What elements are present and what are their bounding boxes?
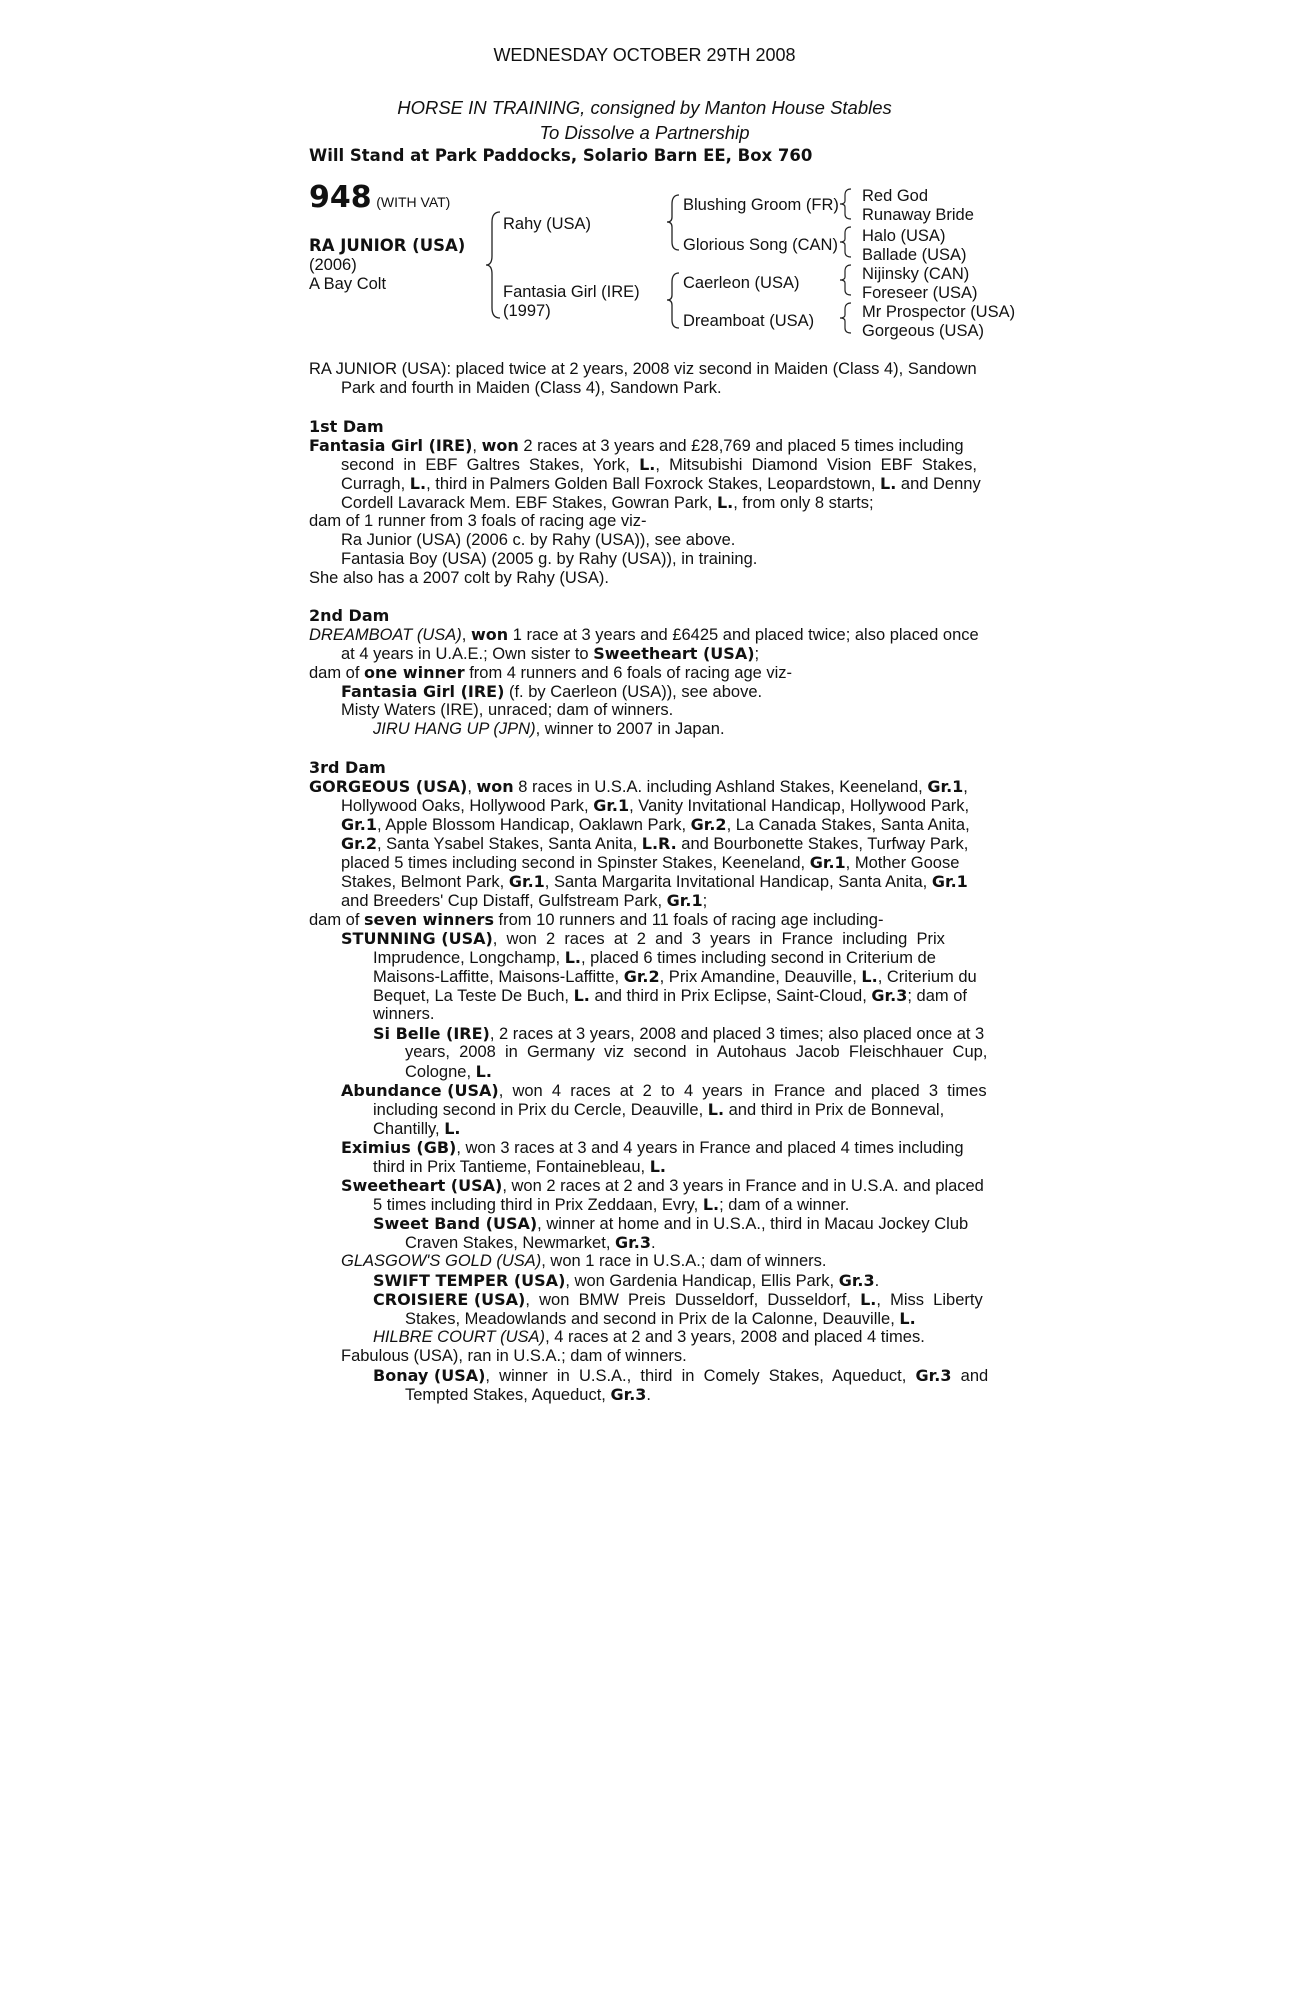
ggp-8: Gorgeous (USA) [862, 322, 984, 340]
third-dam-line: SWIFT TEMPER (USA), won Gardenia Handicap, Ellis Park, Gr.3. [373, 1271, 880, 1290]
dam: Fantasia Girl (IRE) [503, 283, 640, 301]
third-dam-line: Eximius (GB), won 3 races at 3 and 4 years in France and placed 4 times including [341, 1138, 964, 1157]
third-dam-line: STUNNING (USA), won 2 races at 2 and 3 years in France including Prix [341, 929, 945, 948]
third-dam-line: years, 2008 in Germany viz second in Autohaus Jacob Fleischhauer Cup, [405, 1043, 988, 1061]
second-dam-line: dam of one winner from 4 runners and 6 foals of racing age viz- [309, 663, 793, 682]
third-dam-line: dam of seven winners from 10 runners and 11 foals of racing age including- [309, 910, 884, 929]
location-line: Will Stand at Park Paddocks, Solario Barn EE, Box 760 [309, 146, 813, 165]
second-dam-line: Misty Waters (IRE), unraced; dam of winners. [341, 701, 674, 719]
third-dam-line: Craven Stakes, Newmarket, Gr.3. [405, 1233, 656, 1252]
consignment-line: HORSE IN TRAINING, consigned by Manton House Stables [397, 97, 892, 118]
sire-dam: Glorious Song (CAN) [683, 236, 838, 254]
third-dam-line: Bequet, La Teste De Buch, L. and third in Prix Eclipse, Saint-Cloud, Gr.3; dam of [373, 986, 967, 1005]
sire-sire: Blushing Groom (FR) [683, 196, 839, 214]
summary-line-2: Park and fourth in Maiden (Class 4), Sandown Park. [341, 379, 722, 397]
first-dam-line: Curragh, L., third in Palmers Golden Ball Foxrock Stakes, Leopardstown, L. and Denny [341, 474, 981, 493]
second-dam-line: DREAMBOAT (USA), won 1 race at 3 years and £6425 and placed twice; also placed once [309, 625, 979, 644]
second-dam-line: Fantasia Girl (IRE) (f. by Caerleon (USA)), see above. [341, 682, 763, 701]
first-dam-line: Fantasia Boy (USA) (2005 g. by Rahy (USA)), in training. [341, 550, 758, 568]
ggp-4: Ballade (USA) [862, 246, 967, 264]
horse-year: (2006) [309, 256, 357, 274]
first-dam-line: Fantasia Girl (IRE), won 2 races at 3 years and £28,769 and placed 5 times including [309, 436, 964, 455]
third-dam-line: Bonay (USA), winner in U.S.A., third in Comely Stakes, Aqueduct, Gr.3 and [373, 1366, 989, 1385]
ggp-5: Nijinsky (CAN) [862, 265, 970, 283]
ggp-3: Halo (USA) [862, 227, 946, 245]
lot-number: 948 [309, 180, 372, 215]
third-dam-heading: 3rd Dam [309, 758, 386, 777]
third-dam-line: CROISIERE (USA), won BMW Preis Dusseldorf, Dusseldorf, L., Miss Liberty [373, 1290, 983, 1309]
third-dam-line: GLASGOW'S GOLD (USA), won 1 race in U.S.A.; dam of winners. [341, 1252, 827, 1270]
third-dam-line: Sweet Band (USA), winner at home and in U.S.A., third in Macau Jockey Club [373, 1214, 969, 1233]
first-dam-line: second in EBF Galtres Stakes, York, L., Mitsubishi Diamond Vision EBF Stakes, [341, 455, 977, 474]
first-dam-line: She also has a 2007 colt by Rahy (USA). [309, 569, 609, 587]
sale-date: WEDNESDAY OCTOBER 29TH 2008 [493, 45, 796, 65]
third-dam-line: Cologne, L. [405, 1062, 492, 1081]
third-dam-line: and Breeders' Cup Distaff, Gulfstream Park, Gr.1; [341, 891, 708, 910]
third-dam-line: Sweetheart (USA), won 2 races at 2 and 3 years in France and in U.S.A. and placed [341, 1176, 984, 1195]
first-dam-line: dam of 1 runner from 3 foals of racing age viz- [309, 512, 647, 530]
ggp-6: Foreseer (USA) [862, 284, 978, 302]
third-dam-line: Hollywood Oaks, Hollywood Park, Gr.1, Vanity Invitational Handicap, Hollywood Park, [341, 796, 970, 815]
third-dam-line: third in Prix Tantieme, Fontainebleau, L. [373, 1157, 666, 1176]
third-dam-line: winners. [373, 1005, 435, 1023]
third-dam-line: Gr.1, Apple Blossom Handicap, Oaklawn Park, Gr.2, La Canada Stakes, Santa Anita, [341, 815, 970, 834]
third-dam-line: HILBRE COURT (USA), 4 races at 2 and 3 years, 2008 and placed 4 times. [373, 1328, 925, 1346]
first-dam-line: Cordell Lavarack Mem. EBF Stakes, Gowran Park, L., from only 8 starts; [341, 493, 874, 512]
third-dam-line: 5 times including third in Prix Zeddaan, Evry, L.; dam of a winner. [373, 1195, 850, 1214]
dam-sire: Caerleon (USA) [683, 274, 800, 292]
second-dam-line: JIRU HANG UP (JPN), winner to 2007 in Japan. [373, 720, 725, 738]
second-dam-line: at 4 years in U.A.E.; Own sister to Sweetheart (USA); [341, 644, 760, 663]
second-dam-heading: 2nd Dam [309, 606, 390, 625]
third-dam-line: Maisons-Laffitte, Maisons-Laffitte, Gr.2, Prix Amandine, Deauville, L., Criterium du [373, 967, 977, 986]
third-dam-line: Abundance (USA), won 4 races at 2 to 4 years in France and placed 3 times [341, 1081, 987, 1100]
third-dam-line: including second in Prix du Cercle, Deauville, L. and third in Prix de Bonneval, [373, 1100, 945, 1119]
third-dam-line: Gr.2, Santa Ysabel Stakes, Santa Anita, L.R. and Bourbonette Stakes, Turfway Park, [341, 834, 969, 853]
dam-year: (1997) [503, 302, 551, 320]
dam-dam: Dreamboat (USA) [683, 312, 815, 330]
ggp-1: Red God [862, 187, 929, 205]
horse-name: RA JUNIOR (USA) [309, 236, 466, 255]
third-dam-line: Tempted Stakes, Aqueduct, Gr.3. [405, 1385, 652, 1404]
pedigree-brace-sire [665, 192, 685, 254]
pedigree-brace-dam [665, 270, 685, 332]
pedigree-braces-ggp [838, 186, 856, 346]
horse-description: A Bay Colt [309, 275, 387, 293]
third-dam-line: Imprudence, Longchamp, L., placed 6 times including second in Criterium de [373, 948, 936, 967]
third-dam-line: placed 5 times including second in Spinster Stakes, Keeneland, Gr.1, Mother Goose [341, 853, 960, 872]
third-dam-line: GORGEOUS (USA), won 8 races in U.S.A. including Ashland Stakes, Keeneland, Gr.1, [309, 777, 968, 796]
ggp-7: Mr Prospector (USA) [862, 303, 1016, 321]
lot-heading [309, 180, 451, 215]
vat-note: (WITH VAT) [376, 194, 451, 210]
summary-line-1: RA JUNIOR (USA): placed twice at 2 years, 2008 viz second in Maiden (Class 4), Sandown [309, 360, 977, 378]
third-dam-line: Fabulous (USA), ran in U.S.A.; dam of winners. [341, 1347, 687, 1365]
ggp-2: Runaway Bride [862, 206, 974, 224]
sire: Rahy (USA) [503, 215, 592, 233]
third-dam-line: Si Belle (IRE), 2 races at 3 years, 2008 and placed 3 times; also placed once at 3 [373, 1024, 985, 1043]
first-dam-heading: 1st Dam [309, 417, 384, 436]
third-dam-line: Chantilly, L. [373, 1119, 461, 1138]
third-dam-line: Stakes, Belmont Park, Gr.1, Santa Margarita Invitational Handicap, Santa Anita, Gr.1 [341, 872, 968, 891]
first-dam-line: Ra Junior (USA) (2006 c. by Rahy (USA)), see above. [341, 531, 736, 549]
reason-line: To Dissolve a Partnership [539, 122, 750, 143]
third-dam-line: Stakes, Meadowlands and second in Prix de la Calonne, Deauville, L. [405, 1309, 916, 1328]
